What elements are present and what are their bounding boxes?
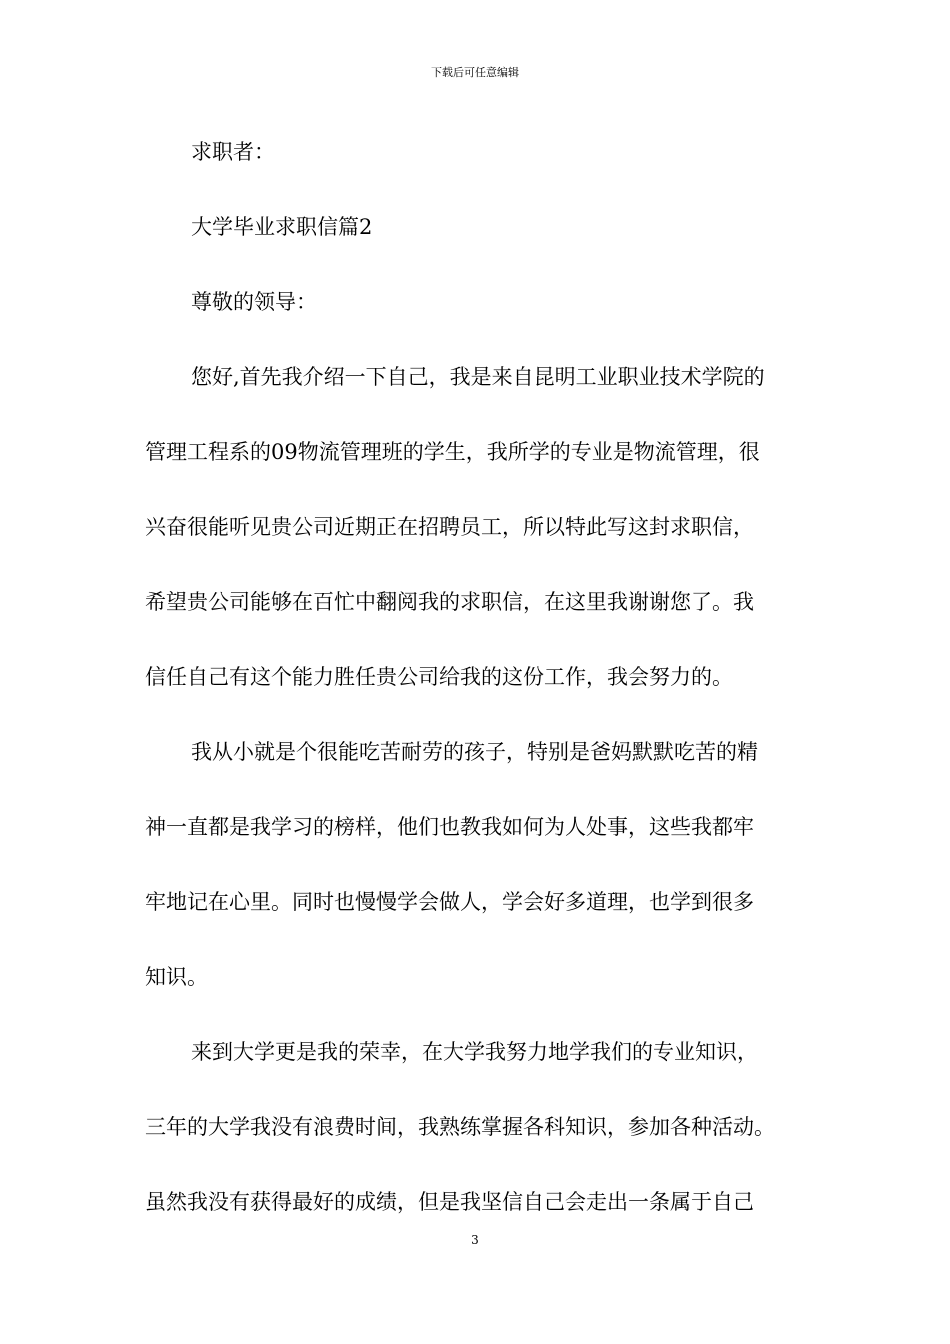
salutation: 尊敬的领导：	[191, 290, 317, 314]
text-line: 牢地记在心里。同时也慢慢学会做人，学会好多道理，也学到很多	[145, 890, 754, 914]
text-line: 兴奋很能听见贵公司近期正在招聘员工，所以特此写这封求职信，	[145, 515, 754, 539]
letter-body	[145, 132, 815, 1257]
text-line: 希望贵公司能够在百忙中翻阅我的求职信，在这里我谢谢您了。我	[145, 590, 754, 614]
text-line: 三年的大学我没有浪费时间，我熟练掌握各科知识，参加各种活动。	[145, 1115, 775, 1139]
text-line: 信任自己有这个能力胜任贵公司给我的这份工作，我会努力的。	[145, 665, 733, 689]
text-line: 知识。	[145, 965, 208, 989]
text-line: 来到大学更是我的荣幸，在大学我努力地学我们的专业知识，	[191, 1040, 758, 1064]
section-title: 大学毕业求职信篇2	[191, 215, 373, 239]
text-line: 求职者：	[191, 140, 275, 164]
text-line: 管理工程系的09物流管理班的学生，我所学的专业是物流管理，很	[145, 440, 760, 464]
text-line: 神一直都是我学习的榜样，他们也教我如何为人处事，这些我都牢	[145, 815, 754, 839]
text-line: 虽然我没有获得最好的成绩，但是我坚信自己会走出一条属于自己	[145, 1190, 754, 1214]
page-number: 3	[471, 1233, 479, 1247]
text-line: 我从小就是个很能吃苦耐劳的孩子，特别是爸妈默默吃苦的精	[191, 740, 758, 764]
page-header: 下载后可任意编辑	[431, 66, 519, 79]
text-line: 您好,首先我介绍一下自己，我是来自昆明工业职业技术学院的	[191, 365, 765, 389]
